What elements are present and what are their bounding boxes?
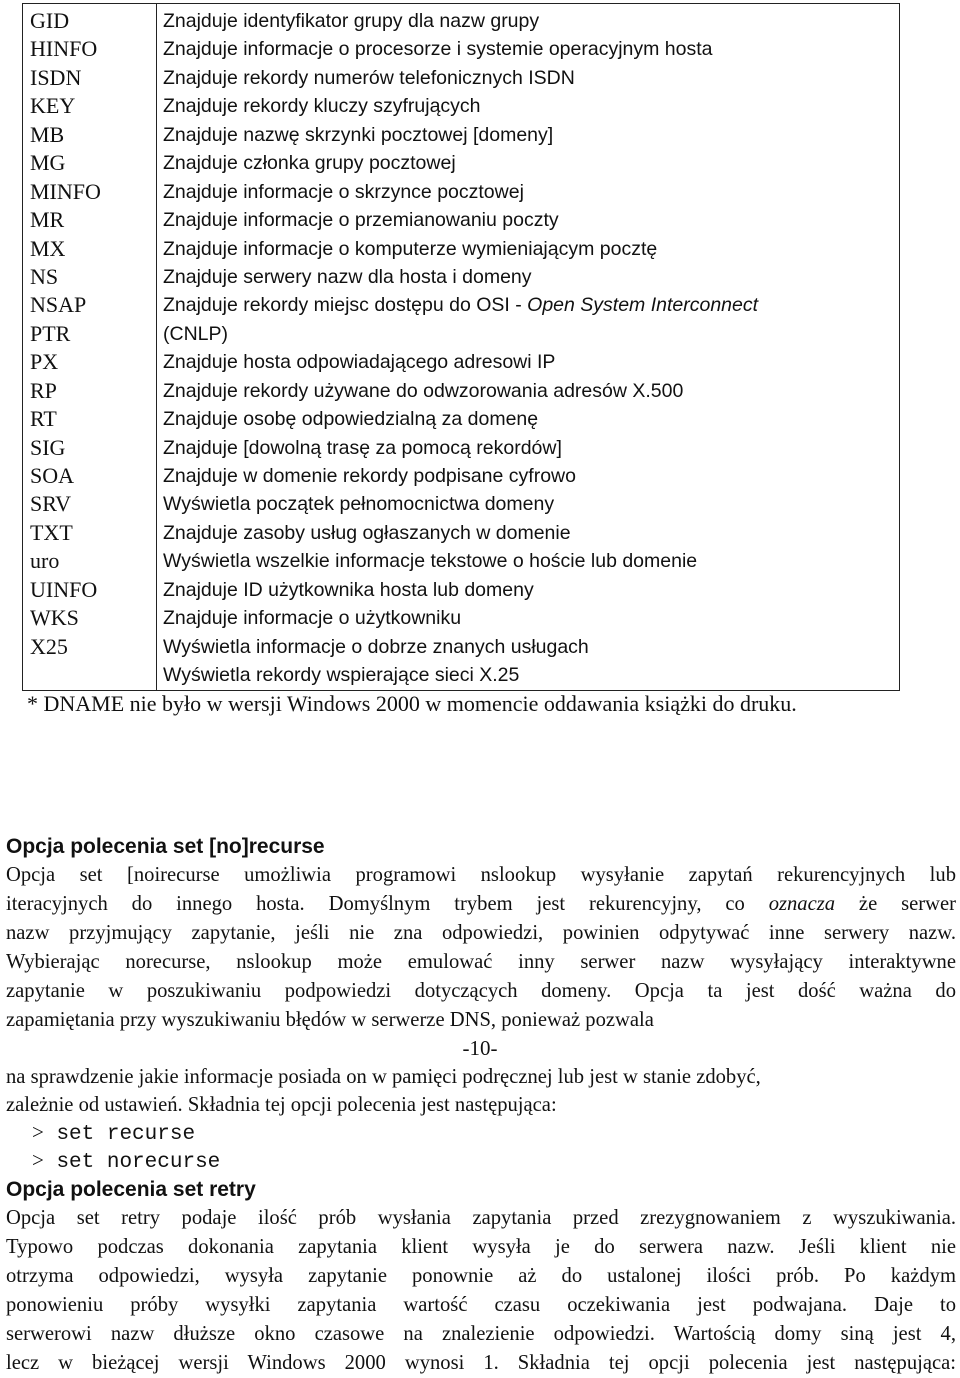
record-code: UINFO [30, 576, 98, 602]
paragraph-line: nazw przyjmujący zapytanie, jeśli nie zna odpowiedzi, powinien odpytywać inne serwery nazw. [6, 922, 956, 944]
record-description: Wyświetla wszelkie informacje tekstowe o hoście lub domenie [163, 550, 698, 573]
nsap-text: Znajduje rekordy miejsc dostępu do OSI - [163, 294, 528, 317]
record-description: Znajduje informacje o przemianowaniu poczty [163, 209, 559, 232]
record-code: SIG [30, 434, 66, 460]
record-type-table [22, 3, 900, 691]
record-code: RT [30, 406, 57, 432]
paragraph-line: lecz w bieżącej wersji Windows 2000 wynosi 1. Składnia tej opcji polecenia jest następująca: [6, 1352, 956, 1374]
record-code: ISDN [30, 64, 82, 90]
nsap-italic-text: Open System Interconnect [527, 294, 759, 317]
prompt-symbol: > [32, 1120, 44, 1144]
record-description: Znajduje serwery nazw dla hosta i domeny [163, 265, 532, 288]
record-code: GID [30, 8, 70, 33]
paragraph-line: zapytanie w poszukiwaniu podpowiedzi dotyczących domeny. Opcja ta jest dość ważna do [6, 980, 956, 1002]
paragraph-line: serwerowi nazw dłuższe okno czasowe na znalezienie odpowiedzi. Wartością domy siną jest 4, [6, 1323, 956, 1345]
record-description: Znajduje nazwę skrzynki pocztowej [domeny] [163, 123, 554, 146]
paragraph-fragment: że serwer [835, 893, 956, 915]
record-description: Znajduje identyfikator grupy dla nazw grupy [163, 10, 540, 32]
paragraph-recurse [6, 861, 956, 1035]
command-text: set norecurse [43, 1151, 221, 1174]
section-heading-recurse: Opcja polecenia set [no]recurse [6, 835, 325, 858]
paragraph-fragment: iteracyjnych do innego hosta. Domyślnym trybem jest rekurencyjny, co [6, 893, 769, 915]
record-description: Znajduje ID użytkownika hosta lub domeny [163, 578, 534, 601]
command-text: set recurse [43, 1123, 196, 1146]
record-code: NS [30, 263, 59, 289]
section-heading-retry: Opcja polecenia set retry [6, 1178, 256, 1201]
record-code: MG [30, 150, 66, 176]
record-description: Znajduje zasoby usług ogłaszanych w domenie [163, 521, 571, 544]
record-description: (CNLP) [163, 322, 229, 345]
record-description: Znajduje rekordy numerów telefonicznych ISDN [163, 66, 575, 89]
footnote: * DNAME nie było w wersji Windows 2000 w momencie oddawania książki do druku. [27, 691, 797, 716]
paragraph-line [6, 890, 956, 919]
paragraph-line: Opcja set [noirecurse umożliwia programowi nslookup wysyłanie zapytań rekurencyjnych lub [6, 864, 956, 886]
paragraph-retry [6, 1204, 956, 1378]
paragraph-line: Wybierając norecurse, nslookup może emulować inny serwer nazw wysyłający interaktywne [6, 951, 956, 973]
record-code: PX [30, 349, 59, 375]
record-description: Znajduje informacje o procesorze i systemie operacyjnym hosta [163, 38, 713, 61]
record-code: NSAP [30, 292, 87, 318]
paragraph-line: ponowieniu próby wysyłki zapytania wartość czasu oczekiwania jest podwajana. Daje to [6, 1294, 956, 1316]
paragraph-line: otrzyma odpowiedzi, wysyła zapytanie ponownie aż do ustalonej ilości prób. Po każdym [6, 1265, 956, 1287]
record-code: WKS [30, 605, 79, 631]
record-description: Znajduje rekordy używane do odwzorowania adresów X.500 [163, 379, 684, 402]
record-code: MINFO [30, 178, 101, 204]
record-code: uro [30, 548, 60, 574]
record-description: Znajduje rekordy kluczy szyfrujących [163, 95, 481, 118]
record-description: Wyświetla rekordy wspierające sieci X.25 [163, 664, 520, 687]
record-description: Wyświetla informacje o dobrze znanych usługach [163, 635, 589, 658]
record-code: X25 [30, 633, 68, 659]
record-description: Znajduje członka grupy pocztowej [163, 152, 456, 175]
command-example [32, 1146, 220, 1177]
record-code: RP [30, 377, 57, 403]
record-description: Znajduje informacje o skrzynce pocztowej [163, 180, 524, 203]
paragraph-italic-fragment: oznacza [768, 893, 836, 915]
record-description-column [163, 7, 758, 690]
record-code: TXT [30, 519, 73, 545]
command-example [32, 1118, 195, 1149]
record-code: MB [30, 121, 65, 147]
record-description: Znajduje informacje o komputerze wymieniającym pocztę [163, 237, 658, 260]
record-description: Znajduje informacje o użytkowniku [163, 607, 462, 630]
record-code: HINFO [30, 36, 98, 62]
record-code: SRV [30, 491, 72, 517]
record-description: Znajduje osobę odpowiedzialną za domenę [163, 408, 539, 431]
record-description: Wyświetla początek pełnomocnictwa domeny [163, 493, 555, 516]
record-code: PTR [30, 320, 71, 346]
table-column-divider [156, 4, 157, 690]
record-code: KEY [30, 93, 76, 119]
page-number: -10- [462, 1036, 498, 1060]
paragraph-line: zapamiętania przy wyszukiwaniu błędów w serwerze DNS, ponieważ pozwala [6, 1009, 654, 1031]
paragraph-line: Opcja set retry podaje ilość prób wysłania zapytania przed zrezygnowaniem z wyszukiwania. [6, 1207, 956, 1229]
continuation-line: na sprawdzenie jakie informacje posiada on w pamięci podręcznej lub jest w stanie zdobyć, [6, 1066, 761, 1088]
record-description: Znajduje w domenie rekordy podpisane cyfrowo [163, 465, 576, 487]
prompt-symbol: > [32, 1148, 44, 1172]
paragraph-line: Typowo podczas dokonania zapytania klient wysyła je do serwera nazw. Jeśli klient nie [6, 1236, 956, 1258]
continuation-line: zależnie od ustawień. Składnia tej opcji polecenia jest następująca: [6, 1094, 557, 1116]
record-code: MX [30, 235, 66, 261]
record-description: Znajduje [dowolną trasę za pomocą rekordów] [163, 436, 562, 459]
record-description: Znajduje hosta odpowiadającego adresowi IP [163, 351, 556, 374]
record-code-column [30, 7, 101, 661]
record-description-nsap [163, 291, 758, 319]
record-code: MR [30, 207, 65, 233]
record-code: SOA [30, 463, 75, 488]
